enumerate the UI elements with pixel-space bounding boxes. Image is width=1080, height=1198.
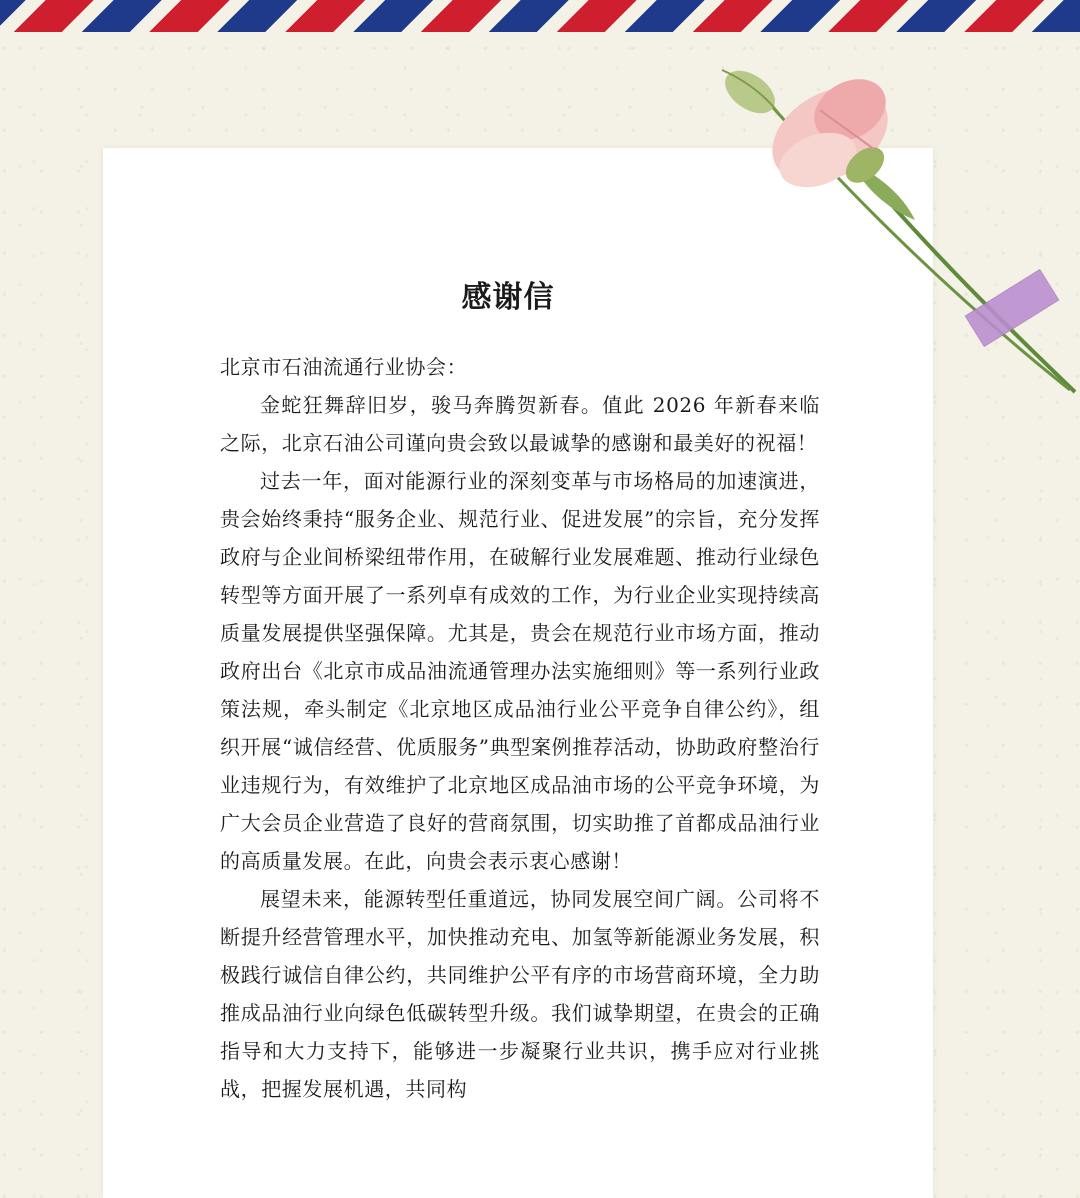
letter-salutation: 北京市石油流通行业协会： <box>220 355 468 379</box>
letter-paragraph: 金蛇狂舞辞旧岁，骏马奔腾贺新春。值此 2026 年新春来临之际，北京石油公司谨向贵会致以最诚挚的感谢和最美好的祝福！ <box>220 393 820 455</box>
airmail-border <box>0 0 1080 32</box>
letter-paragraph: 展望未来，能源转型任重道远，协同发展空间广阔。公司将不断提升经营管理水平，加快推动充电、加氢等新能源业务发展，积极践行诚信自律公约，共同维护公平有序的市场营商环境，全力助推成品油行业向绿色低碳转型升级。我们诚挚期望，在贵会的正确指导和大力支持下，能够进一步凝聚行业共识，携手应对行业挑战，把握发展机遇，共同构 <box>220 887 820 1101</box>
letter-body <box>220 348 820 1108</box>
washi-tape-icon <box>965 269 1059 346</box>
letter-title: 感谢信 <box>461 280 555 315</box>
flower-decoration <box>700 40 1080 400</box>
letter-paragraph: 过去一年，面对能源行业的深刻变革与市场格局的加速演进，贵会始终秉持“服务企业、规范行业、促进发展”的宗旨，充分发挥政府与企业间桥梁纽带作用，在破解行业发展难题、推动行业绿色转型等方面开展了一系列卓有成效的工作，为行业企业实现持续高质量发展提供坚强保障。尤其是，贵会在规范行业市场方面，推动政府出台《北京市成品油流通管理办法实施细则》等一系列行业政策法规，牵头制定《北京地区成品油行业公平竞争自律公约》，组织开展“诚信经营、优质服务”典型案例推荐活动，协助政府整治行业违规行为，有效维护了北京地区成品油市场的公平竞争环境，为广大会员企业营造了良好的营商氛围，切实助推了首都成品油行业的高质量发展。在此，向贵会表示衷心感谢！ <box>220 469 820 873</box>
flower-bud-icon <box>717 62 782 122</box>
